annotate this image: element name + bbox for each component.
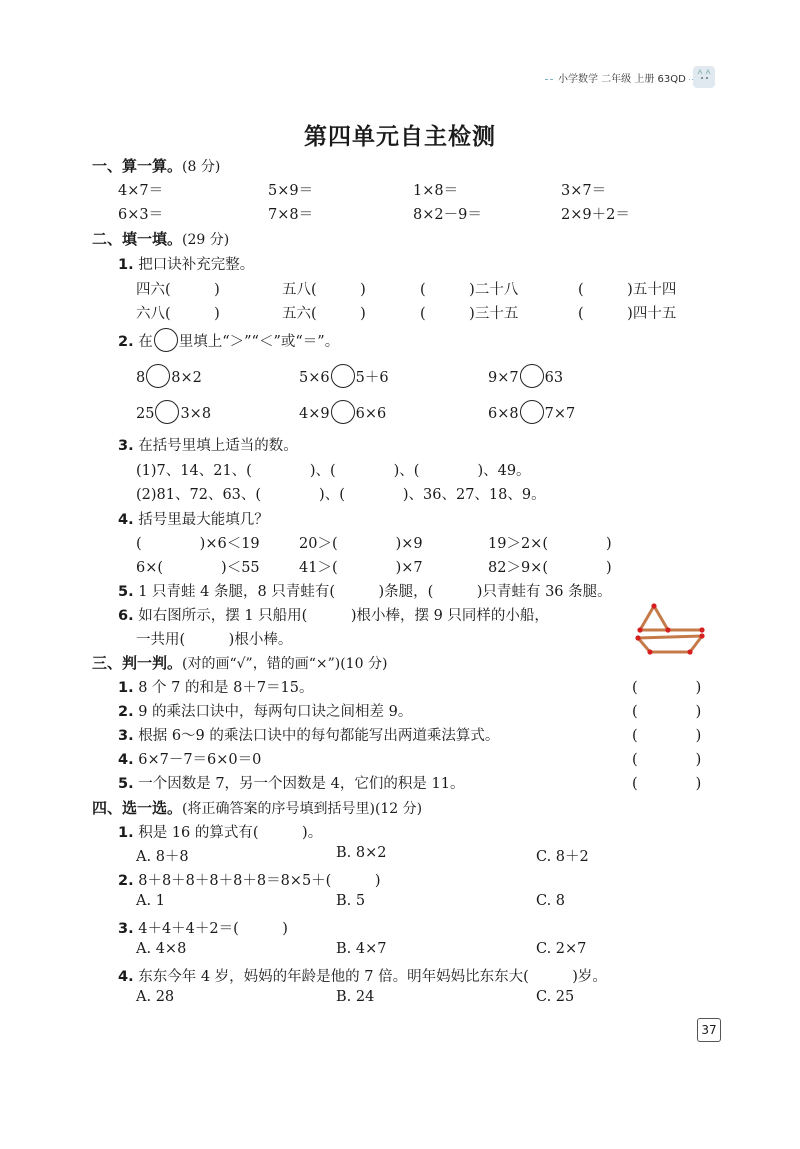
- choice-question: [118, 869, 380, 890]
- judge-item: [118, 772, 464, 793]
- compare-item: [488, 366, 563, 390]
- question-number: 2.: [118, 704, 134, 720]
- option-b[interactable]: B. 8×2: [336, 845, 387, 861]
- compare-circle-icon: [154, 328, 178, 352]
- question-number: 4.: [118, 512, 134, 528]
- compare-left: 8: [136, 370, 146, 386]
- compare-left: 5×6: [299, 370, 330, 386]
- sequence-line-2: (2)81、72、63、( )、( )、36、27、18、9。: [136, 487, 546, 503]
- compare-left: 25: [136, 406, 155, 422]
- series-tag-text: 小学数学 二年级 上册 63QD: [555, 70, 689, 85]
- s1-r2-c1: 6×3＝: [118, 207, 164, 223]
- mnemonic-blank: ( )五十四: [578, 282, 677, 298]
- max-fill-item: 82＞9×( ): [488, 560, 612, 576]
- question-text: 1 只青蛙 4 条腿，8 只青蛙有( )条腿，( )只青蛙有 36 条腿。: [138, 584, 612, 600]
- section-4-heading: [92, 797, 422, 818]
- question-number: 1.: [118, 680, 134, 696]
- question-text-post: 里填上“＞”“＜”或“＝”。: [178, 334, 340, 350]
- compare-left: 4×9: [299, 406, 330, 422]
- q2-6-line2: 一共用( )根小棒。: [136, 632, 293, 648]
- judge-item: [118, 724, 499, 745]
- section-1-points: (8 分): [182, 159, 221, 175]
- mnemonic-blank: 五八( ): [282, 282, 366, 298]
- max-fill-item: 20＞( )×9: [299, 536, 423, 552]
- choice-question: [118, 917, 288, 938]
- mnemonic-blank: ( )四十五: [578, 306, 677, 322]
- question-number: 4.: [118, 752, 134, 768]
- max-fill-item: 19＞2×( ): [488, 536, 612, 552]
- max-fill-item: 6×( )＜55: [136, 560, 260, 576]
- option-a[interactable]: A. 4×8: [136, 941, 187, 957]
- question-text: 积是 16 的算式有( )。: [138, 825, 323, 841]
- option-c[interactable]: C. 8＋2: [536, 849, 589, 865]
- question-number: 3.: [118, 921, 134, 937]
- s1-r1-c3: 1×8＝: [413, 183, 459, 199]
- q2-3: [118, 434, 298, 455]
- question-text: 8＋8＋8＋8＋8＋8＝8×5＋( ): [138, 873, 381, 889]
- question-text: 4＋4＋4＋2＝( ): [138, 921, 288, 937]
- compare-item: [488, 402, 575, 426]
- question-number: 1.: [118, 257, 134, 273]
- section-4-title: 四、选一选。: [92, 799, 183, 817]
- option-a[interactable]: A. 8＋8: [136, 849, 189, 865]
- compare-right: 7×7: [544, 406, 576, 422]
- question-text-pre: 在: [138, 334, 153, 350]
- section-1-title: 一、算一算。: [92, 157, 183, 175]
- q2-2: [118, 330, 339, 354]
- question-number: 3.: [118, 438, 134, 454]
- s1-r2-c2: 7×8＝: [268, 207, 314, 223]
- max-fill-item: ( )×6＜19: [136, 536, 260, 552]
- section-3-points: (对的画“√”，错的画“×”)(10 分): [182, 656, 388, 672]
- compare-right: 5＋6: [355, 370, 389, 386]
- compare-right: 63: [544, 370, 564, 386]
- compare-right: 8×2: [171, 370, 202, 386]
- question-text: 6×7－7＝6×0＝0: [138, 752, 262, 768]
- option-c[interactable]: C. 8: [536, 893, 566, 909]
- section-1-heading: [92, 155, 220, 176]
- answer-circle[interactable]: [520, 400, 544, 424]
- question-number: 2.: [118, 873, 134, 889]
- section-3-heading: [92, 652, 387, 673]
- mnemonic-blank: ( )二十八: [420, 282, 519, 298]
- q2-6: [118, 604, 549, 625]
- question-text: 根据 6～9 的乘法口诀中的每句都能写出两道乘法算式。: [138, 728, 500, 744]
- compare-item: [136, 402, 211, 426]
- page-title: 第四单元自主检测: [304, 124, 496, 150]
- section-2-title: 二、填一填。: [92, 230, 183, 248]
- judge-item: [118, 676, 314, 697]
- option-b[interactable]: B. 24: [336, 989, 375, 1005]
- s1-r2-c4: 2×9＋2＝: [561, 207, 630, 223]
- answer-circle[interactable]: [155, 400, 179, 424]
- max-fill-item: 41＞( )×7: [299, 560, 423, 576]
- question-text: 把口诀补充完整。: [138, 257, 255, 273]
- compare-left: 6×8: [488, 406, 519, 422]
- judge-blank[interactable]: ( ): [632, 704, 702, 720]
- q2-5: [118, 580, 612, 601]
- judge-blank[interactable]: ( ): [632, 752, 702, 768]
- judge-item: [118, 748, 261, 769]
- judge-blank[interactable]: ( ): [632, 776, 702, 792]
- compare-item: [136, 366, 202, 390]
- section-4-points: (将正确答案的序号填到括号里)(12 分): [182, 801, 423, 817]
- answer-circle[interactable]: [331, 400, 355, 424]
- section-2-points: (29 分): [182, 232, 230, 248]
- question-number: 1.: [118, 825, 134, 841]
- mnemonic-blank: 六八( ): [136, 306, 220, 322]
- compare-left: 9×7: [488, 370, 519, 386]
- page-number: 37: [697, 1018, 721, 1042]
- compare-right: 3×8: [180, 406, 212, 422]
- question-number: 5.: [118, 584, 134, 600]
- question-text: 在括号里填上适当的数。: [138, 438, 298, 454]
- section-2-heading: [92, 228, 229, 249]
- q2-4: [118, 508, 269, 529]
- question-text: 东东今年 4 岁，妈妈的年龄是他的 7 倍。明年妈妈比东东大( )岁。: [138, 969, 607, 985]
- question-text: 括号里最大能填几？: [138, 512, 269, 528]
- judge-blank[interactable]: ( ): [632, 680, 702, 696]
- question-number: 3.: [118, 728, 134, 744]
- answer-circle[interactable]: [520, 364, 544, 388]
- judge-item: [118, 700, 412, 721]
- compare-item: [299, 402, 386, 426]
- sequence-line-1: (1)7、14、21、( )、( )、( )、49。: [136, 463, 531, 479]
- choice-question: [118, 821, 322, 842]
- question-text: 如右图所示，摆 1 只船用( )根小棒，摆 9 只同样的小船，: [138, 608, 549, 624]
- answer-circle[interactable]: [146, 364, 170, 388]
- option-c[interactable]: C. 25: [536, 989, 575, 1005]
- section-3-title: 三、判一判。: [92, 654, 183, 672]
- question-number: 2.: [118, 334, 134, 350]
- option-b[interactable]: B. 4×7: [336, 941, 387, 957]
- stick-boat-figure: [632, 600, 712, 662]
- choice-question: [118, 965, 607, 986]
- option-a[interactable]: A. 28: [136, 989, 175, 1005]
- question-text: 8 个 7 的和是 8＋7＝15。: [138, 680, 314, 696]
- series-tag: [545, 70, 735, 88]
- judge-blank[interactable]: ( ): [632, 728, 702, 744]
- question-number: 6.: [118, 608, 134, 624]
- cat-mascot-icon: [693, 66, 715, 88]
- mnemonic-blank: 四六( ): [136, 282, 220, 298]
- option-a[interactable]: A. 1: [136, 893, 165, 909]
- s1-r2-c3: 8×2－9＝: [413, 207, 482, 223]
- compare-right: 6×6: [355, 406, 387, 422]
- question-text: 一个因数是 7，另一个因数是 4，它们的积是 11。: [138, 776, 465, 792]
- compare-item: [299, 366, 389, 390]
- q2-1: [118, 253, 254, 274]
- mnemonic-blank: 五六( ): [282, 306, 366, 322]
- s1-r1-c4: 3×7＝: [561, 183, 607, 199]
- question-number: 4.: [118, 969, 134, 985]
- question-text: 9 的乘法口诀中，每两句口诀之间相差 9。: [138, 704, 413, 720]
- question-number: 5.: [118, 776, 134, 792]
- option-c[interactable]: C. 2×7: [536, 941, 587, 957]
- option-b[interactable]: B. 5: [336, 893, 366, 909]
- s1-r1-c2: 5×9＝: [268, 183, 314, 199]
- s1-r1-c1: 4×7＝: [118, 183, 164, 199]
- answer-circle[interactable]: [331, 364, 355, 388]
- mnemonic-blank: ( )三十五: [420, 306, 519, 322]
